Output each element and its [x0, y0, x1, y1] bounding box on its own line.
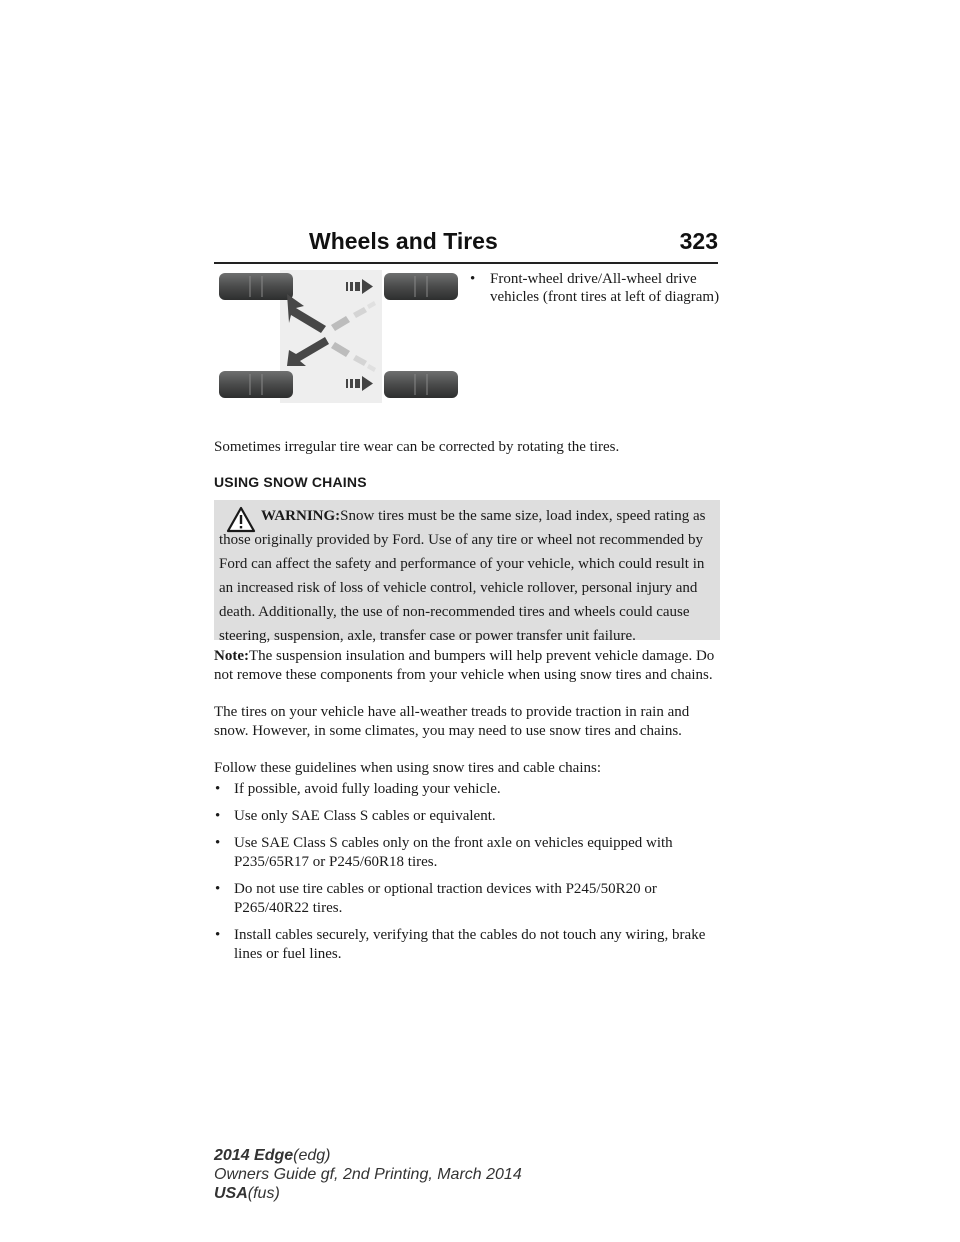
page-footer [214, 1146, 522, 1203]
list-item-text: If possible, avoid fully loading your vehicle. [234, 781, 501, 797]
tire-front-right-icon [219, 371, 293, 398]
footer-model-code: (edg) [293, 1147, 331, 1164]
section-heading: USING SNOW CHAINS [214, 474, 367, 490]
list-item [214, 780, 722, 799]
footer-line-1 [214, 1146, 522, 1165]
tire-rotation-diagram [214, 270, 462, 403]
bullet-icon: • [215, 927, 221, 943]
rotation-paragraph: Sometimes irregular tire wear can be corrected by rotating the tires. [214, 439, 620, 455]
footer-market-code: (fus) [247, 1185, 280, 1202]
list-item-text: Install cables securely, verifying that the cables do not touch any wiring, brake lines or fuel lines. [234, 927, 706, 962]
bullet-icon: • [215, 881, 221, 897]
diagram-caption-bullet [470, 270, 725, 306]
list-item [214, 926, 722, 964]
list-item-text: Use SAE Class S cables only on the front axle on vehicles equipped with P235/65R17 or P245/60R18 tires. [234, 835, 673, 870]
page-number: 323 [679, 228, 718, 254]
footer-line-2: Owners Guide gf, 2nd Printing, March 2014 [214, 1166, 522, 1183]
footer-model: 2014 Edge [214, 1147, 294, 1164]
list-item [214, 807, 722, 826]
list-item [214, 880, 722, 918]
diagram-caption-text: Front-wheel drive/All-wheel drive vehicles (front tires at left of diagram) [490, 271, 720, 305]
tire-rear-right-icon [384, 371, 458, 398]
list-item [214, 834, 722, 872]
warning-paragraph [219, 504, 717, 648]
guidelines-intro: Follow these guidelines when using snow tires and cable chains: [214, 760, 602, 776]
warning-box [214, 500, 720, 644]
bullet-icon: • [470, 271, 476, 287]
list-item-text: Do not use tire cables or optional traction devices with P245/50R20 or P265/40R22 tires. [234, 881, 657, 916]
bullet-icon: • [215, 835, 221, 851]
tire-rear-left-icon [384, 273, 458, 300]
tires-paragraph: The tires on your vehicle have all-weather treads to provide traction in rain and snow. However, in some climates, you may need to use snow tires and chains. [214, 704, 690, 739]
tire-front-left-icon [219, 273, 293, 300]
bullet-icon: • [215, 808, 221, 824]
guidelines-list [214, 780, 722, 972]
footer-line-3 [214, 1184, 522, 1203]
note-paragraph [214, 647, 722, 685]
warning-text: Snow tires must be the same size, load index, speed rating as those originally provided by Ford. Use of any tire or wheel not recommended by Ford can affect the safety and performance of your vehicle, which could result in an increased risk of loss of vehicle control, vehicle rollover, personal injury and death. Additionally, the use of non-recommended tires and wheels could cause steering, suspension, axle, transfer case or power transfer unit failure. [219, 508, 706, 644]
page-header [214, 228, 718, 264]
note-label: Note: [214, 648, 249, 664]
footer-market: USA [214, 1185, 248, 1202]
chapter-title: Wheels and Tires [309, 228, 498, 254]
bullet-icon: • [215, 781, 221, 797]
warning-label: WARNING: [261, 508, 341, 524]
note-text: The suspension insulation and bumpers will help prevent vehicle damage. Do not remove these components from your vehicle when using snow tires and chains. [214, 648, 715, 683]
list-item-text: Use only SAE Class S cables or equivalent. [234, 808, 496, 824]
